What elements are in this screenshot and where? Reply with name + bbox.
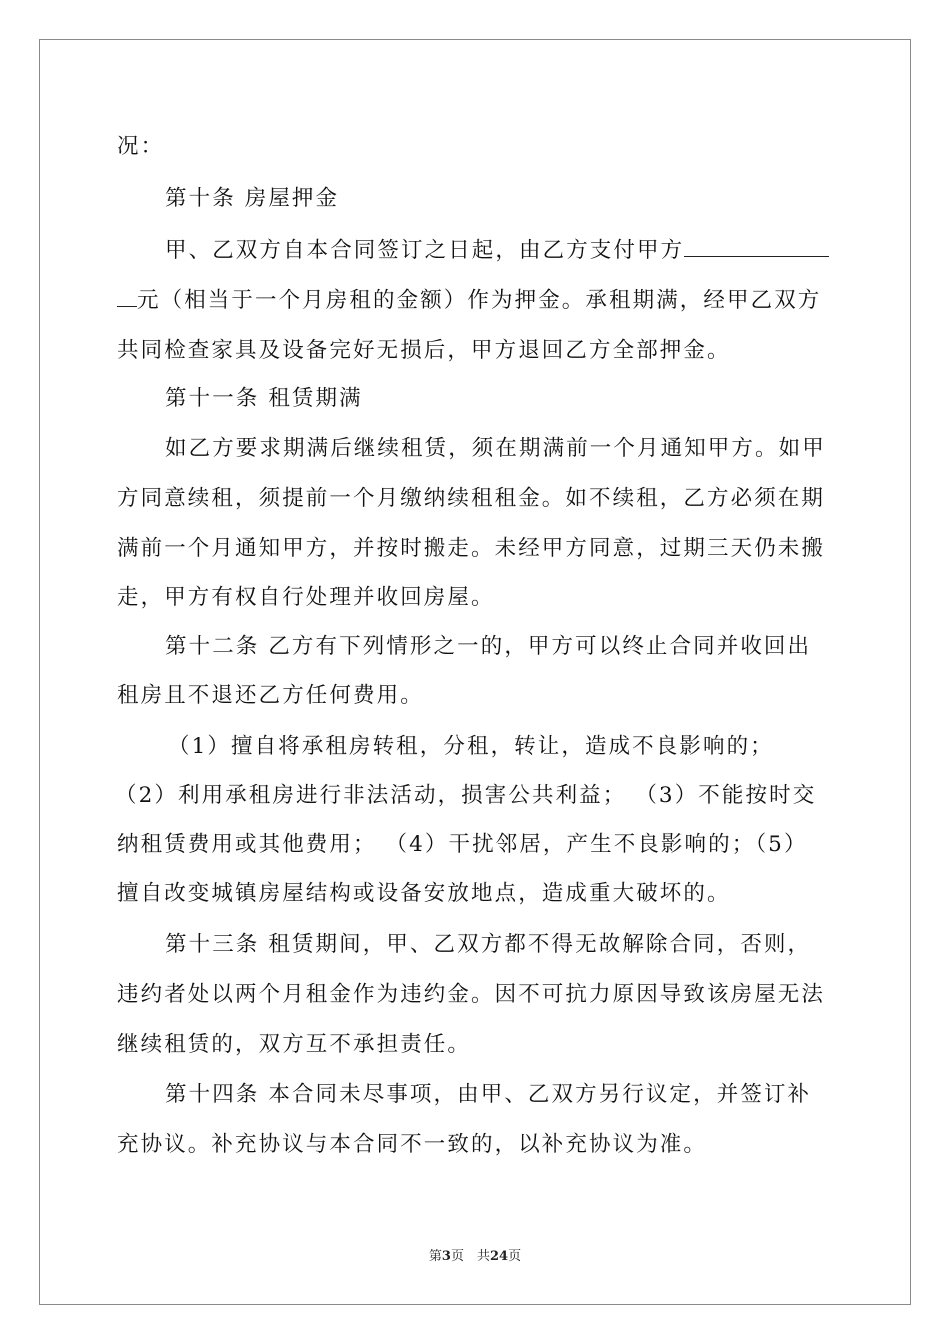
text-line: 租房且不退还乙方任何费用。 [117,683,424,708]
page-border [39,39,911,1305]
text-line: 继续租赁的，双方互不承担责任。 [117,1032,472,1057]
text-line [117,286,837,316]
text-line: （1）擅自将承租房转租，分租，转让，造成不良影响的； [168,734,774,759]
footer-text: 第 [428,1249,442,1264]
text-line: 方同意续租，须提前一个月缴纳续租租金。如不续租，乙方必须在期 [117,486,826,511]
article-14-heading: 第十四条 本合同未尽事项，由甲、乙双方另行议定，并签订补 [165,1082,812,1107]
text-line: 违约者处以两个月租金作为违约金。因不可抗力原因导致该房屋无法 [117,982,826,1007]
page-footer [0,1245,950,1264]
text-line: 擅自改变城镇房屋结构或设备安放地点，造成重大破坏的。 [117,881,731,906]
text-line: （2）利用承租房进行非法活动，损害公共利益； （3）不能按时交 [115,783,817,808]
text-line [165,236,885,266]
text-line: 充协议。补充协议与本合同不一致的，以补充协议为准。 [117,1132,708,1157]
text-line: 况： [117,134,165,159]
fill-in-blank [117,286,137,307]
article-12-heading: 第十二条 乙方有下列情形之一的，甲方可以终止合同并收回出 [165,634,812,659]
footer-text: 页 [508,1249,522,1264]
page-number: 3 [441,1249,451,1264]
text-line: 共同检查家具及设备完好无损后，甲方退回乙方全部押金。 [117,338,731,363]
text-line: 纳租赁费用或其他费用； （4）干扰邻居，产生不良影响的；（5） [117,832,808,857]
text-line: 如乙方要求期满后继续租赁，须在期满前一个月通知甲方。如甲 [165,436,826,461]
text-segment: 元（相当于一个月房租的金额）作为押金。承租期满，经甲乙双方 [137,288,822,313]
footer-text: 页 共 [450,1249,490,1264]
fill-in-blank [684,236,829,257]
article-13-heading: 第十三条 租赁期间，甲、乙双方都不得无故解除合同，否则， [165,932,812,957]
article-11-heading: 第十一条 租赁期满 [165,386,363,411]
total-pages: 24 [489,1249,509,1264]
text-line: 走，甲方有权自行处理并收回房屋。 [117,585,495,610]
text-segment: 甲、乙双方自本合同签订之日起，由乙方支付甲方 [165,238,685,263]
article-10-heading: 第十条 房屋押金 [165,186,340,211]
text-line: 满前一个月通知甲方，并按时搬走。未经甲方同意，过期三天仍未搬 [117,536,826,561]
